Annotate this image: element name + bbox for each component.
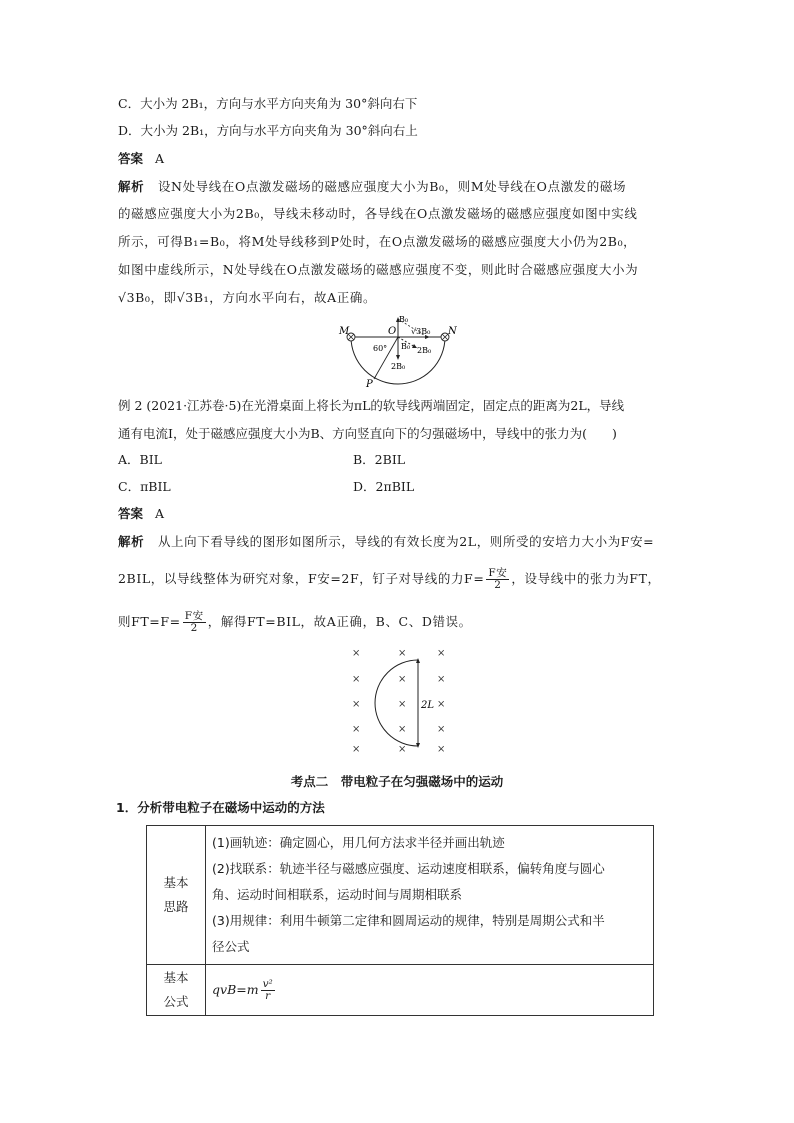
answer-label: 答案	[118, 151, 144, 166]
approach-item: 角、运动时间相联系，运动时间与周期相联系	[212, 887, 463, 902]
fraction	[183, 611, 206, 634]
analysis-2-line-1	[118, 533, 654, 551]
row-body-basic-approach	[206, 826, 654, 965]
row-head-basic-formula	[147, 965, 206, 1016]
answer-2	[118, 505, 164, 523]
label-n: N	[448, 326, 457, 337]
formula-left: qvB=m	[212, 981, 259, 997]
analysis-2-line-2	[118, 568, 661, 591]
field-cross-icon: ×	[437, 648, 446, 659]
answer-value: A	[154, 506, 164, 521]
label-b0-mid: B₀	[401, 342, 411, 351]
analysis-1-line-1	[118, 178, 626, 196]
label-2l: 2L	[421, 700, 435, 711]
analysis-label: 解析	[118, 534, 145, 549]
field-cross-icon: ×	[398, 674, 407, 685]
option-c-2: C．πBIL	[118, 479, 171, 494]
field-cross-icon: ×	[352, 699, 361, 710]
analysis-1-line-5: √3B₀，即√3B₁，方向水平向右，故A正确。	[118, 290, 377, 305]
option-b: B．2BIL	[353, 452, 406, 467]
option-d: D．大小为 2B₁，方向与水平方向夹角为 30°斜向右上	[118, 123, 418, 138]
answer-label: 答案	[118, 506, 144, 521]
wire-field-figure	[340, 646, 460, 754]
section-title: 考点二 带电粒子在匀强磁场中的运动	[290, 774, 504, 789]
magnetic-field-figure	[335, 313, 465, 389]
analysis-2-text-2b: ，设导线中的张力为FT，	[511, 571, 661, 586]
field-cross-icon: ×	[352, 648, 361, 659]
approach-item: 径公式	[212, 939, 250, 954]
head-1-text: 基本 思路	[163, 875, 189, 914]
method-table	[146, 825, 654, 1016]
head-2-text: 基本 公式	[163, 970, 189, 1009]
row-head-basic-approach	[147, 826, 206, 965]
table-row	[147, 965, 654, 1016]
fraction-numerator: F安	[488, 567, 508, 579]
field-cross-icon: ×	[437, 724, 446, 735]
analysis-1-text-1: 设N处导线在O点激发磁场的磁感应强度大小为B₀，则M处导线在O点激发的磁场	[157, 179, 627, 194]
field-cross-icon: ×	[398, 724, 407, 735]
answer-value: A	[154, 151, 164, 166]
field-cross-icon: ×	[437, 674, 446, 685]
analysis-1-line-2: 的磁感应强度大小为2B₀，导线未移动时，各导线在O点激发磁场的磁感应强度如图中实线	[118, 206, 638, 221]
field-cross-icon: ×	[437, 699, 446, 710]
fraction-denominator: 2	[190, 622, 198, 634]
label-o: O	[388, 326, 397, 337]
row-body-basic-formula	[206, 965, 654, 1016]
label-angle: 60°	[373, 344, 388, 353]
label-m: M	[339, 326, 350, 337]
field-cross-icon: ×	[352, 724, 361, 735]
analysis-2-line-3	[118, 611, 472, 634]
label-2b0-bottom: 2B₀	[391, 362, 406, 371]
formula-denominator: r	[265, 989, 271, 1002]
analysis-2-text-3a: 则FT=F=	[118, 614, 181, 629]
label-b0-top: B₀	[399, 315, 409, 324]
field-cross-icon: ×	[352, 744, 361, 754]
label-2b0-right: 2B₀	[417, 346, 432, 355]
fraction-numerator: F安	[184, 610, 204, 622]
option-a: A．BIL	[118, 452, 162, 467]
subsection-title: 1．分析带电粒子在磁场中运动的方法	[116, 800, 325, 815]
analysis-label: 解析	[118, 179, 145, 194]
field-cross-icon: ×	[437, 744, 446, 754]
field-cross-icon: ×	[398, 648, 407, 659]
fraction-denominator: 2	[494, 579, 502, 591]
table-row	[147, 826, 654, 965]
fraction	[486, 568, 509, 591]
option-d-2: D．2πBIL	[353, 479, 415, 494]
approach-item: (2)找联系：轨迹半径与磁感应强度、运动速度相联系，偏转角度与圆心	[212, 861, 605, 876]
analysis-1-line-4: 如图中虚线所示，N处导线在O点激发磁场的磁感应强度不变，则此时合磁感应强度大小为	[118, 262, 639, 277]
analysis-2-text-2a: 2BIL，以导线整体为研究对象，F安=2F，钉子对导线的力F=	[118, 571, 485, 586]
label-p: P	[366, 379, 373, 389]
analysis-2-text-3b: ，解得FT=BIL，故A正确，B、C、D错误。	[207, 614, 472, 629]
label-sqrt3b0: √3B₀	[411, 327, 431, 336]
analysis-2-text-1: 从上向下看导线的图形如图所示，导线的有效长度为2L，则所受的安培力大小为F安=	[157, 534, 655, 549]
formula-numerator: v²	[262, 977, 273, 990]
wire-arc	[375, 660, 418, 746]
approach-item: (3)用规律：利用牛顿第二定律和圆周运动的规律，特别是周期公式和半	[212, 913, 605, 928]
field-cross-icon: ×	[398, 744, 407, 754]
approach-item: (1)画轨迹：确定圆心，用几何方法求半径并画出轨迹	[212, 835, 505, 850]
answer-1	[118, 150, 164, 168]
example-2-line-2: 通有电流I，处于磁感应强度大小为B、方向竖直向下的匀强磁场中，导线中的张力为( )	[118, 426, 617, 441]
field-cross-icon: ×	[352, 674, 361, 685]
example-2-line-1: 例 2 (2021·江苏卷·5)在光滑桌面上将长为πL的软导线两端固定，固定点的距离为2L，导线	[118, 398, 625, 413]
option-c: C．大小为 2B₁，方向与水平方向夹角为 30°斜向右下	[118, 96, 418, 111]
field-cross-icon: ×	[398, 699, 407, 710]
analysis-1-line-3: 所示，可得B₁=B₀，将M处导线移到P处时，在O点激发磁场的磁感应强度大小仍为2B₀，	[118, 234, 637, 249]
formula-fraction	[261, 979, 275, 1002]
